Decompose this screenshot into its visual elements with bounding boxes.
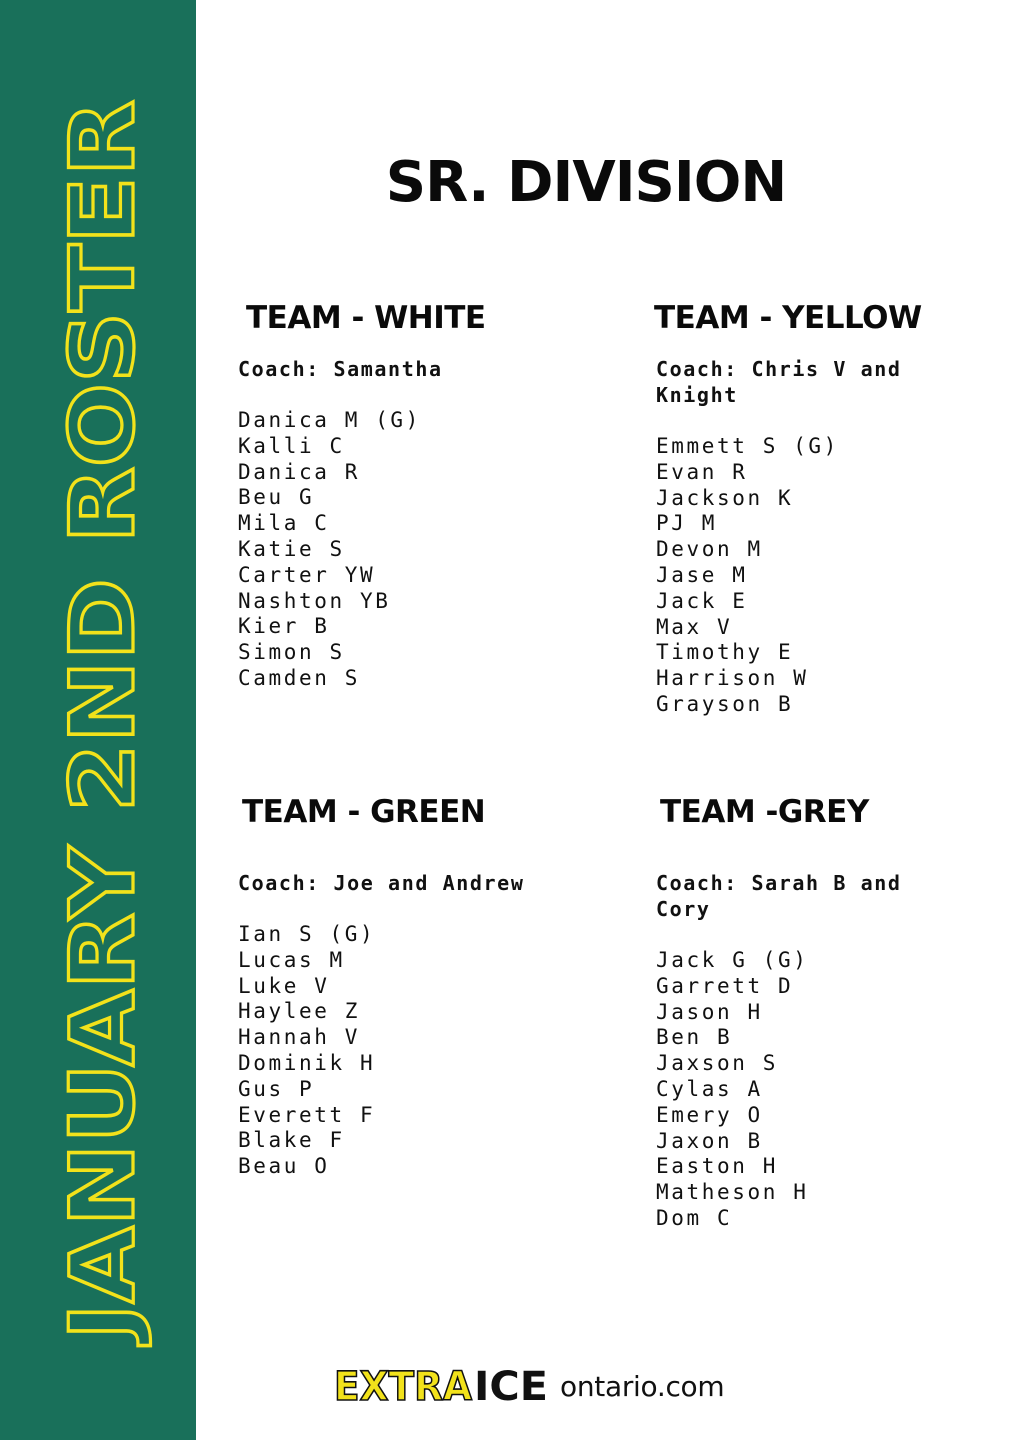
player-name: Evan R: [656, 459, 748, 484]
extraice-logo: [332, 1364, 550, 1408]
team-grey-coach-line2: Cory: [656, 897, 711, 921]
division-title: SR. DIVISION: [385, 150, 787, 215]
team-yellow-coach-line2: Knight: [656, 383, 738, 407]
player-name: Carter YW: [238, 562, 376, 587]
player-name: Dom C: [656, 1205, 733, 1230]
player-name: PJ M: [656, 511, 717, 536]
player-name: Simon S: [238, 640, 345, 665]
player-name: Kalli C: [238, 433, 345, 458]
player-name: Cylas A: [656, 1076, 763, 1101]
player-name: Ben B: [656, 1025, 733, 1050]
player-name: Nashton YB: [238, 588, 391, 613]
team-green-coach: Coach: Joe and Andrew: [238, 871, 525, 895]
player-name: Ian S (G): [238, 922, 376, 946]
player-name: Haylee Z: [238, 999, 360, 1024]
player-name: Grayson B: [656, 691, 794, 716]
vertical-title-graphic: [0, 0, 196, 1440]
sidebar-banner: [0, 0, 196, 1440]
logo-ice: ICE: [474, 1364, 548, 1408]
player-name: Emery O: [656, 1102, 763, 1127]
player-name: Danica R: [238, 459, 360, 484]
footer-brand: [332, 1364, 724, 1408]
player-name: Easton H: [656, 1154, 778, 1179]
player-name: Mila C: [238, 511, 330, 536]
player-name: Camden S: [238, 665, 360, 690]
team-yellow-roster: [656, 434, 839, 718]
player-name: Katie S: [238, 536, 345, 561]
team-yellow-coach-line1: Coach: Chris V and: [656, 357, 902, 381]
player-name: Beau O: [238, 1154, 330, 1179]
team-grey-coach-line1: Coach: Sarah B and: [656, 871, 902, 895]
vertical-title: JANUARY 2ND ROSTER: [51, 238, 154, 1340]
team-yellow-title: TEAM - YELLOW: [654, 300, 922, 336]
player-name: Garrett D: [656, 973, 794, 998]
player-name: Luke V: [238, 973, 330, 998]
team-white-title: TEAM - WHITE: [246, 300, 486, 336]
player-name: Jason H: [656, 999, 763, 1024]
player-name: Beu G: [238, 485, 315, 510]
player-name: Jack G (G): [656, 948, 809, 972]
player-name: Devon M: [656, 537, 763, 562]
team-green-roster: [238, 922, 375, 1180]
player-name: Jase M: [656, 562, 748, 587]
team-green-title: TEAM - GREEN: [242, 794, 486, 830]
team-white-roster: [238, 408, 421, 692]
player-name: Dominik H: [238, 1050, 376, 1075]
player-name: Emmett S (G): [656, 434, 839, 458]
team-white-coach: Coach: Samantha: [238, 357, 443, 381]
player-name: Danica M (G): [238, 408, 421, 432]
player-name: Max V: [656, 614, 733, 639]
player-name: Blake F: [238, 1128, 345, 1153]
player-name: Matheson H: [656, 1180, 809, 1205]
player-name: Jaxon B: [656, 1128, 763, 1153]
logo-domain: ontario.com: [560, 1369, 725, 1403]
player-name: Jack E: [656, 588, 748, 613]
extraice-logo-graphic: [332, 1364, 550, 1408]
player-name: Timothy E: [656, 640, 794, 665]
player-name: Kier B: [238, 614, 330, 639]
player-name: Lucas M: [238, 947, 345, 972]
player-name: Everett F: [238, 1102, 376, 1127]
player-name: Jackson K: [656, 485, 794, 510]
player-name: Hannah V: [238, 1025, 360, 1050]
team-grey-title: TEAM -GREY: [660, 794, 869, 830]
team-grey-roster: [656, 948, 808, 1232]
player-name: Harrison W: [656, 666, 809, 691]
logo-extra: EXTRA: [334, 1364, 473, 1408]
player-name: Jaxson S: [656, 1051, 778, 1076]
player-name: Gus P: [238, 1076, 315, 1101]
